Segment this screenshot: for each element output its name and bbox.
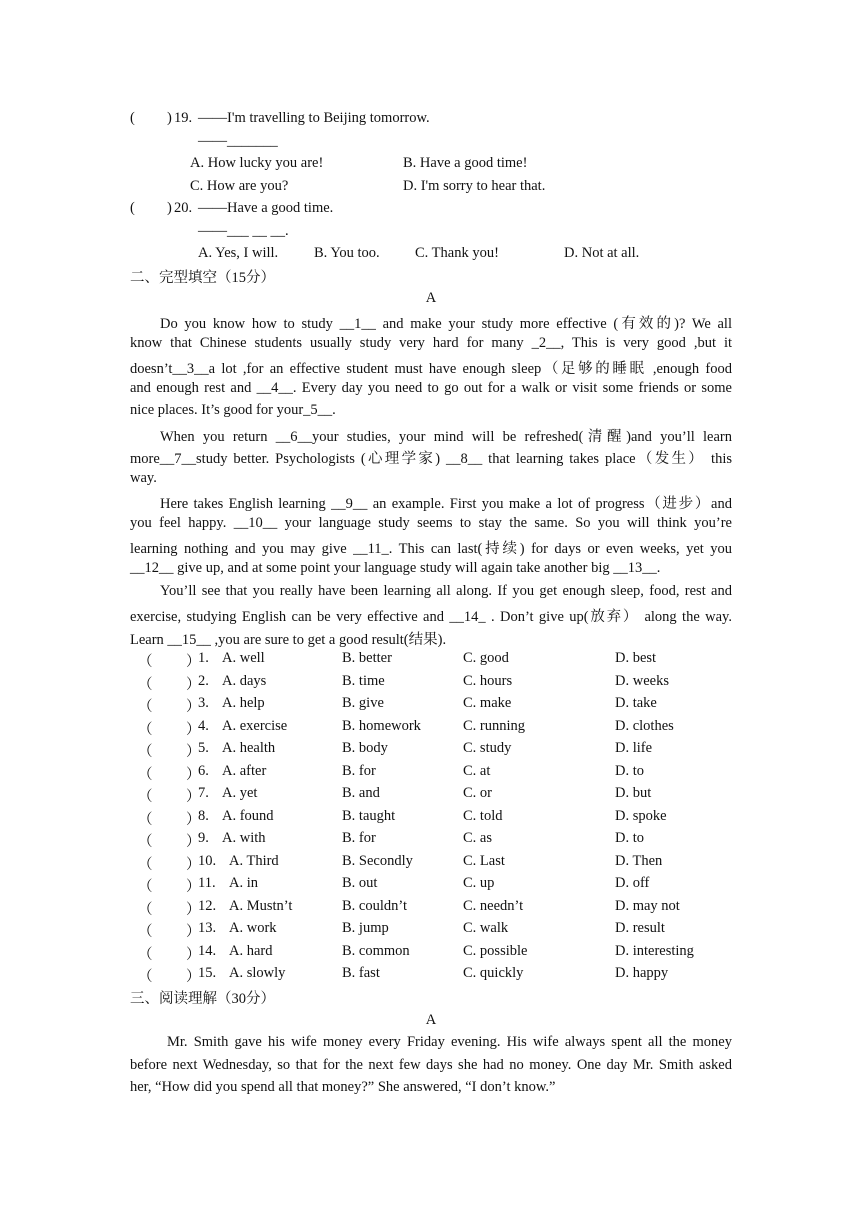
answer-paren-close: ） — [186, 744, 201, 760]
answer-paren-close: ） — [186, 811, 201, 828]
option-c: C. good — [463, 650, 509, 666]
answer-paren-close: ） — [186, 969, 201, 985]
answer-paren-close: ） — [186, 901, 201, 918]
question-number: 11. — [198, 875, 216, 891]
option-a: A. Third — [229, 852, 279, 869]
option-a: A. Yes, I will. — [198, 245, 279, 261]
option-b: B. give — [342, 695, 384, 711]
option-b: B. time — [342, 672, 385, 689]
answer-paren-open: （ — [138, 654, 153, 670]
answer-paren-close: ） — [186, 879, 201, 895]
answer-paren-open: ( — [130, 200, 135, 216]
passage-line: learning nothing and you may give __11_. This can last(持续) for days or even weeks, yet you — [130, 541, 732, 557]
option-a: A. with — [222, 830, 266, 846]
option-c: C. up — [463, 875, 495, 891]
option-d: D. weeks — [615, 672, 669, 689]
answer-paren-open: （ — [138, 811, 153, 828]
answer-paren-close: ） — [186, 766, 201, 783]
answer-paren-open: （ — [138, 969, 153, 985]
option-d: D. Not at all. — [564, 245, 640, 261]
answer-paren-close: ） — [186, 834, 201, 850]
question-number: 9. — [198, 830, 209, 846]
passage-line: more__7__study better. Psychologists (心理学家) __8__ that learning takes place（发生） this — [130, 451, 732, 467]
option-d: D. result — [615, 920, 665, 936]
option-b: B. common — [342, 942, 410, 959]
option-b: B. for — [342, 830, 376, 846]
option-d: D. I'm sorry to hear that. — [403, 178, 546, 194]
answer-paren-close: ） — [186, 676, 201, 693]
option-b: B. and — [342, 785, 380, 801]
option-c: C. quickly — [463, 965, 524, 981]
passage-line: Do you know how to study __1__ and make your study more effective (有效的)? We all — [160, 316, 732, 332]
question-number: 19. — [174, 110, 193, 126]
answer-paren-open: （ — [138, 924, 153, 940]
answer-paren-close: ） — [186, 946, 201, 963]
option-a: A. work — [229, 920, 277, 936]
answer-paren-open: （ — [138, 834, 153, 850]
question-number: 1. — [198, 650, 209, 666]
option-b: B. better — [342, 650, 392, 666]
answer-paren-open: ( — [130, 110, 135, 126]
option-d: D. but — [615, 785, 652, 801]
answer-paren-open: （ — [138, 946, 153, 963]
answer-paren-open: （ — [138, 789, 153, 805]
answer-paren-close: ） — [186, 924, 201, 940]
option-a: A. days — [222, 672, 267, 689]
passage-line: Here takes English learning __9__ an example. First you make a lot of progress（进步）and — [160, 496, 732, 512]
section-title-cloze: 二、完型填空（15分） — [130, 270, 275, 286]
option-b: B. Have a good time! — [403, 155, 528, 171]
answer-line: ——_______ — [198, 133, 278, 149]
option-a: A. yet — [222, 785, 258, 801]
option-d: D. happy — [615, 965, 669, 981]
question-stem: ——I'm travelling to Beijing tomorrow. — [198, 110, 430, 126]
answer-line: ——___ __ __. — [198, 223, 289, 239]
question-number: 7. — [198, 785, 209, 801]
answer-paren-open: （ — [138, 721, 153, 738]
option-a: A. Mustn’t — [229, 897, 293, 914]
option-a: A. exercise — [222, 717, 288, 734]
option-c: C. Last — [463, 852, 505, 869]
question-number: 14. — [198, 942, 217, 959]
option-c: C. running — [463, 717, 526, 734]
question-number: 2. — [198, 672, 209, 689]
option-c: C. needn’t — [463, 897, 524, 914]
option-a: A. help — [222, 695, 265, 711]
option-c: C. or — [463, 785, 492, 801]
passage-label: A — [425, 290, 437, 306]
question-number: 6. — [198, 762, 209, 779]
passage-line: Learn __15__ ,you are sure to get a good result(结果). — [130, 632, 447, 648]
passage-line: know that Chinese students usually study very hard for many _2__, This is very good ,but it — [130, 335, 732, 351]
passage-line: doesn’t__3__a lot ,for an effective student must have enough sleep（足够的睡眠 ,enough food — [130, 361, 732, 377]
passage-label: A — [425, 1012, 437, 1028]
question-number: 12. — [198, 897, 217, 914]
option-c: C. How are you? — [190, 178, 289, 194]
question-number: 10. — [198, 852, 217, 869]
option-d: D. life — [615, 740, 653, 756]
option-a: A. in — [229, 875, 258, 891]
option-b: B. out — [342, 875, 378, 891]
passage-line: way. — [130, 470, 157, 486]
option-b: B. body — [342, 740, 388, 756]
answer-paren-open: （ — [138, 699, 153, 715]
passage-line: and enough rest and __4__. Every day you need to go out for a walk or visit some friends or some — [130, 380, 732, 396]
option-b: B. fast — [342, 965, 380, 981]
answer-paren-close: ） — [186, 856, 201, 873]
option-a: A. found — [222, 807, 274, 824]
option-d: D. to — [615, 762, 644, 779]
answer-paren-close: ） — [186, 721, 201, 738]
option-d: D. may not — [615, 897, 680, 914]
option-b: B. taught — [342, 807, 396, 824]
passage-line: you feel happy. __10__ your language study seems to stay the same. So you will think you’re — [130, 515, 732, 531]
option-d: D. clothes — [615, 717, 674, 734]
answer-paren-open: （ — [138, 879, 153, 895]
option-c: C. walk — [463, 920, 509, 936]
passage-line: exercise, studying English can be very effective and __14_ . Don’t give up(放弃） along the way. — [130, 609, 732, 625]
question-number: 3. — [198, 695, 209, 711]
option-d: D. to — [615, 830, 644, 846]
answer-paren-open: （ — [138, 676, 153, 693]
question-number: 20. — [174, 200, 193, 216]
option-b: B. Secondly — [342, 852, 413, 869]
passage-line: Mr. Smith gave his wife money every Friday evening. His wife always spent all the money — [167, 1034, 732, 1050]
answer-paren-open: （ — [138, 901, 153, 918]
question-number: 13. — [198, 920, 217, 936]
option-c: C. hours — [463, 672, 513, 689]
option-a: A. How lucky you are! — [190, 155, 324, 171]
option-b: B. You too. — [314, 245, 380, 261]
answer-paren-open: （ — [138, 766, 153, 783]
answer-paren-open: （ — [138, 856, 153, 873]
option-a: A. hard — [229, 942, 273, 959]
answer-paren-close: ） — [186, 699, 201, 715]
answer-paren-open: （ — [138, 744, 153, 760]
option-c: C. make — [463, 695, 512, 711]
option-d: D. interesting — [615, 942, 694, 959]
option-b: B. couldn’t — [342, 897, 407, 914]
answer-paren-close: ） — [186, 789, 201, 805]
passage-line: When you return __6__your studies, your mind will be refreshed(清醒)and you’ll learn — [160, 429, 732, 445]
option-a: A. after — [222, 762, 267, 779]
option-a: A. slowly — [229, 965, 286, 981]
option-d: D. off — [615, 875, 650, 891]
option-d: D. Then — [615, 852, 663, 869]
passage-line: her, “How did you spend all that money?” She answered, “I don’t know.” — [130, 1079, 556, 1095]
question-number: 15. — [198, 965, 217, 981]
option-b: B. for — [342, 762, 376, 779]
section-title-reading: 三、阅读理解（30分） — [130, 991, 275, 1007]
question-stem: ——Have a good time. — [198, 200, 334, 216]
option-d: D. spoke — [615, 807, 667, 824]
passage-line: nice places. It’s good for your_5__. — [130, 402, 336, 418]
option-b: B. homework — [342, 717, 421, 734]
option-c: C. told — [463, 807, 503, 824]
passage-line: __12__ give up, and at some point your language study will again take another big __13__. — [130, 560, 661, 576]
option-a: A. health — [222, 740, 276, 756]
option-c: C. possible — [463, 942, 528, 959]
option-c: C. Thank you! — [415, 245, 499, 261]
option-c: C. study — [463, 740, 512, 756]
option-b: B. jump — [342, 920, 389, 936]
answer-paren-close: ） — [186, 654, 201, 670]
question-number: 5. — [198, 740, 209, 756]
option-c: C. as — [463, 830, 492, 846]
question-number: 4. — [198, 717, 209, 734]
option-c: C. at — [463, 762, 491, 779]
option-a: A. well — [222, 650, 265, 666]
question-number: 8. — [198, 807, 209, 824]
passage-line: before next Wednesday, so that for the next few days she had no money. One day Mr. Smith asked — [130, 1057, 732, 1073]
passage-line: You’ll see that you really have been learning all along. If you get enough sleep, food, rest and — [160, 583, 732, 599]
answer-paren-close: ) — [167, 200, 172, 216]
option-d: D. take — [615, 695, 657, 711]
answer-paren-close: ) — [167, 110, 172, 126]
option-d: D. best — [615, 650, 657, 666]
